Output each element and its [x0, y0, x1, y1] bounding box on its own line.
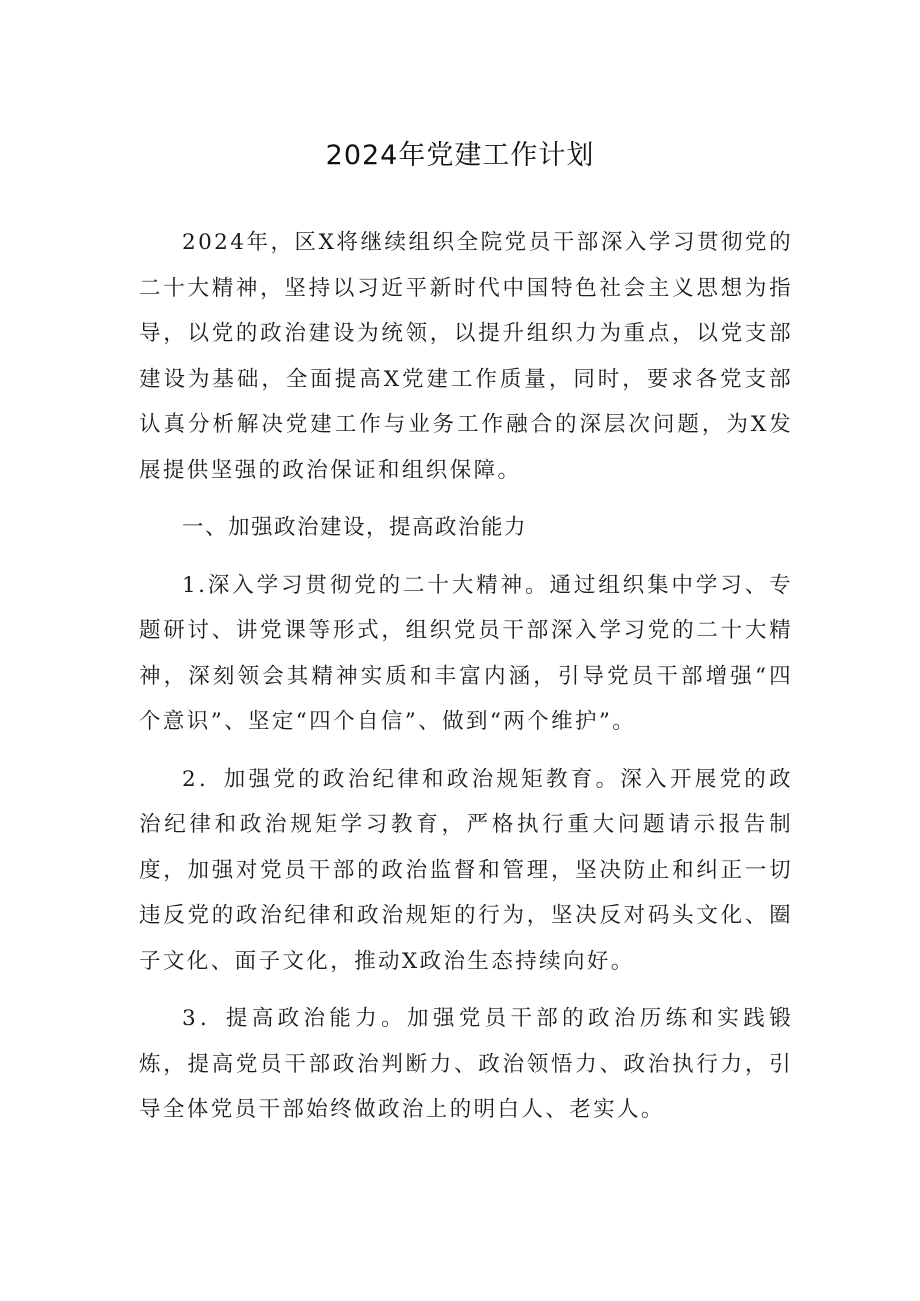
item-3-paragraph: 3．提高政治能力。加强党员干部的政治历练和实践锻炼，提高党员干部政治判断力、政治领悟力、政治执行力，引导全体党员干部始终做政治上的明白人、老实人。: [139, 1006, 793, 1122]
item-1-paragraph: 1.深入学习贯彻党的二十大精神。通过组织集中学习、专题研讨、讲党课等形式，组织党员干部深入学习党的二十大精神，深刻领会其精神实质和丰富内涵，引导党员干部增强“四个意识”、坚定“四个自信”、做到“两个维护”。: [139, 572, 793, 734]
item-2-paragraph: 2．加强党的政治纪律和政治规矩教育。深入开展党的政治纪律和政治规矩学习教育，严格执行重大问题请示报告制度，加强对党员干部的政治监督和管理，坚决防止和纠正一切违反党的政治纪律和政治规矩的行为，坚决反对码头文化、圈子文化、面子文化，推动X政治生态持续向好。: [139, 766, 793, 974]
document-body: [139, 220, 793, 1133]
document-title: 2024年党建工作计划: [325, 140, 595, 171]
intro-paragraph: 2024年，区X将继续组织全院党员干部深入学习贯彻党的二十大精神，坚持以习近平新时代中国特色社会主义思想为指导，以党的政治建设为统领，以提升组织力为重点，以党支部建设为基础，全面提高X党建工作质量，同时，要求各党支部认真分析解决党建工作与业务工作融合的深层次问题，为X发展提供坚强的政治保证和组织保障。: [139, 230, 793, 483]
section-heading: 一、加强政治建设，提高政治能力: [182, 515, 528, 540]
